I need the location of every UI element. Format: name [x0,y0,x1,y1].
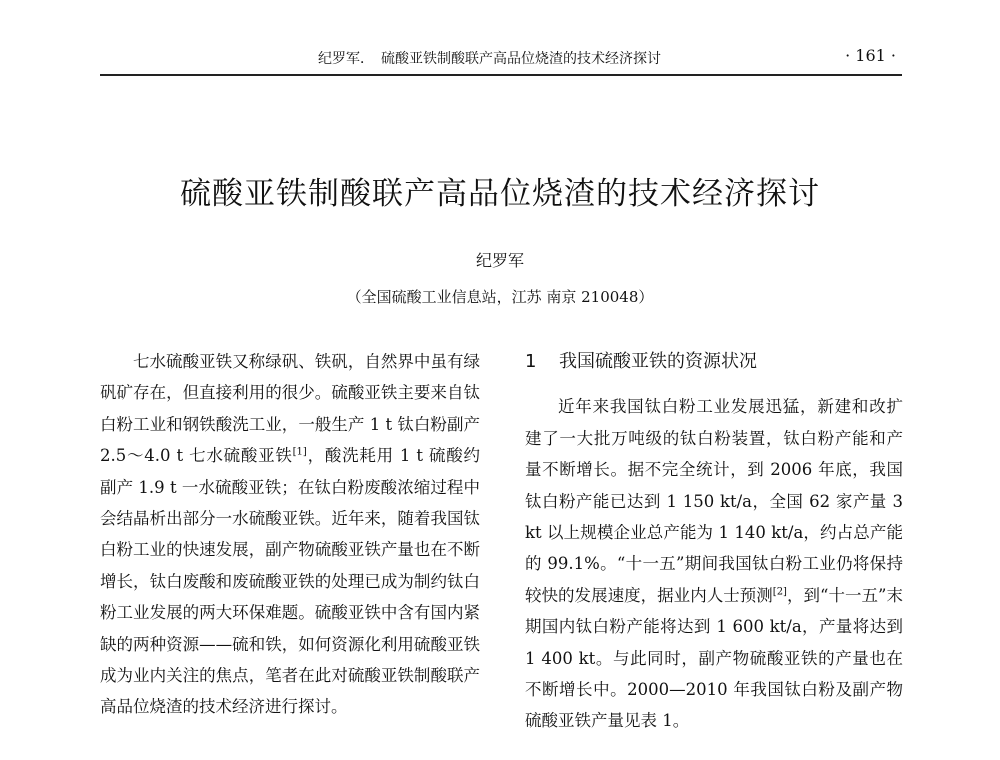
author-affiliation: （全国硫酸工业信息站，江苏 南京 210048） [346,288,654,306]
citation-ref-1[interactable]: [1] [292,446,307,458]
section-1-text-part-1: 近年来我国钛白粉工业发展迅猛，新建和改扩建了一大批万吨级的钛白粉装置，钛白粉产能和产量不断增长。据不完全统计，到 2006 年底，我国钛白粉产能已达到 1 150 kt/a，全国 62 家产量 3 kt 以上规模企业总产能为 1 140 kt/a，约占总产能的 99.1%。“十一五”期间我国钛白粉工业仍将保持较快的发展速度，据业内人士预测 [525,397,903,605]
article-author: 纪罗军 [475,251,524,270]
right-column [525,346,903,737]
citation-ref-2[interactable]: [2] [772,586,787,598]
section-1-number: 1 [525,351,537,372]
running-title: 纪罗军． 硫酸亚铁制酸联产高品位烧渣的技术经济探讨 [318,51,661,67]
page-number: · 161 · [845,46,896,65]
running-header [100,40,902,76]
intro-text-part-2: ，酸洗耗用 1 t 硫酸约副产 1.9 t 一水硫酸亚铁；在钛白粉废酸浓缩过程中会结晶析出部分一水硫酸亚铁。近年来，随着我国钛白粉工业的快速发展，副产物硫酸亚铁产量也在不断增长，钛白废酸和废硫酸亚铁的处理已成为制约钛白粉工业发展的两大环保难题。硫酸亚铁中含有国内紧缺的两种资源——硫和铁，如何资源化利用硫酸亚铁成为业内关注的焦点，笔者在此对硫酸亚铁制酸联产高品位烧渣的技术经济进行探讨。 [100,446,480,717]
article-title: 硫酸亚铁制酸联产高品位烧渣的技术经济探讨 [180,176,820,212]
intro-text-part-1: 七水硫酸亚铁又称绿矾、铁矾，自然界中虽有绿矾矿存在，但直接利用的很少。硫酸亚铁主要来自钛白粉工业和钢铁酸洗工业，一般生产 1 t 钛白粉副产 2.5～4.0 t 七水硫酸亚铁 [100,352,480,466]
intro-paragraph [100,346,480,723]
section-1-heading [525,346,903,377]
section-1-heading-text: 我国硫酸亚铁的资源状况 [559,351,757,372]
left-column [100,346,480,723]
section-1-paragraph [525,391,903,736]
section-1-text-part-2: ，到“十一五”末期国内钛白粉产能将达到 1 600 kt/a，产量将达到 1 400 kt。与此同时，副产物硫酸亚铁的产量也在不断增长中。2000—2010 年我国钛白粉及副产物硫酸亚铁产量见表 1。 [525,585,903,731]
